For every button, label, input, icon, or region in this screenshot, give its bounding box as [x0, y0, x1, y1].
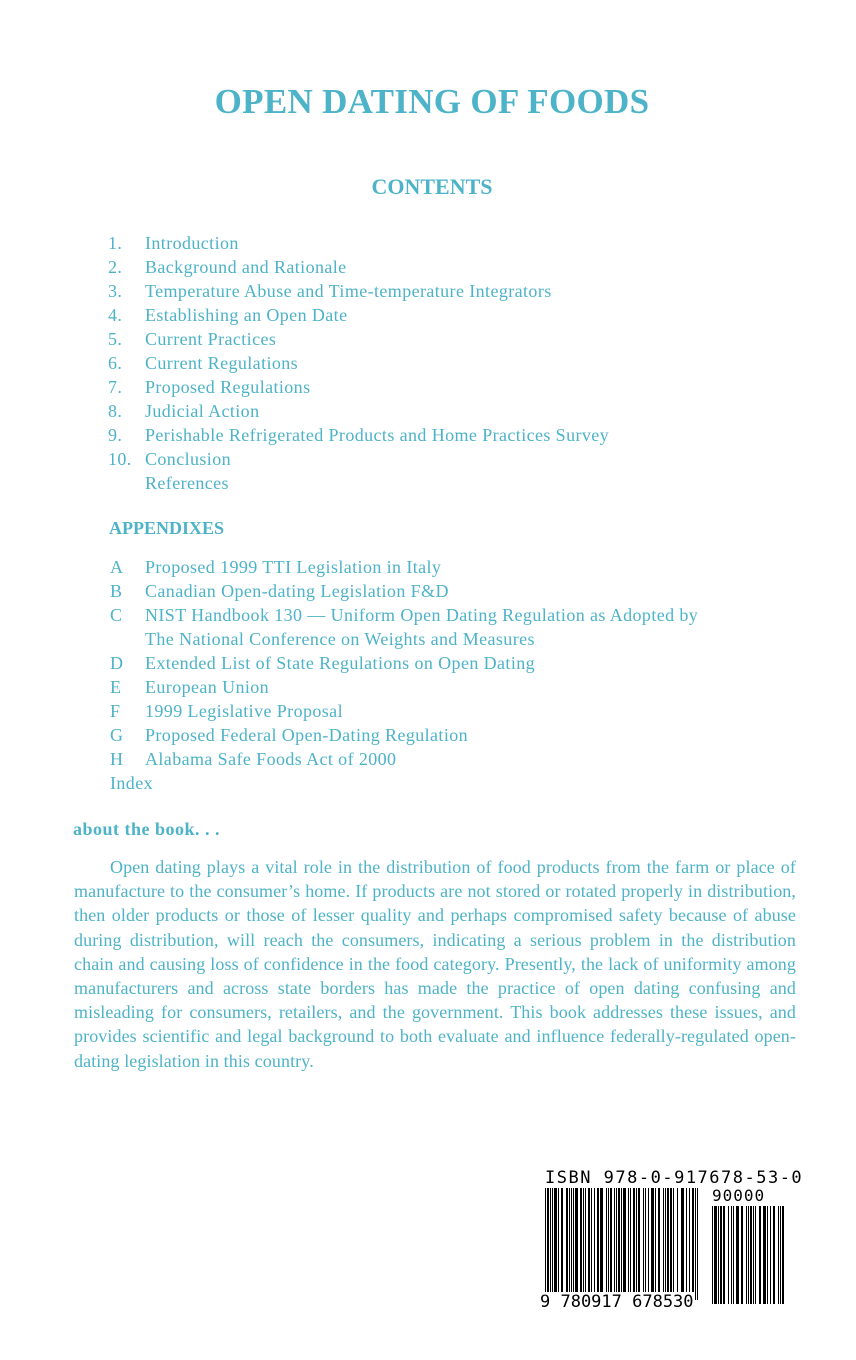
barcode-bar	[667, 1188, 669, 1292]
contents-item-title: References	[145, 473, 229, 493]
addon-barcode-bar	[750, 1206, 752, 1304]
addon-barcode-bar	[741, 1206, 743, 1304]
barcode-bar	[618, 1188, 620, 1292]
appendix-letter: A	[110, 557, 124, 577]
contents-item-number: 4.	[108, 305, 123, 325]
barcode-bar	[600, 1188, 603, 1292]
barcode-bar	[591, 1188, 592, 1292]
barcode-bar	[648, 1188, 649, 1292]
barcode-bar	[636, 1188, 637, 1292]
addon-barcode-bar	[712, 1206, 713, 1304]
addon-barcode-bar	[780, 1206, 781, 1304]
addon-barcode-bar	[714, 1206, 717, 1304]
appendix-letter: B	[110, 581, 123, 601]
contents-item-number: 9.	[108, 425, 123, 445]
barcode-bar	[566, 1188, 568, 1292]
barcode-bar	[670, 1188, 672, 1292]
contents-item-number: 7.	[108, 377, 123, 397]
addon-barcode-bar	[748, 1206, 749, 1304]
barcode-bar	[681, 1188, 684, 1292]
contents-item-title: Current Practices	[145, 329, 277, 349]
addon-barcode-bar	[773, 1206, 775, 1304]
appendix-title: Proposed Federal Open-Dating Regulation	[145, 725, 469, 745]
contents-item-title: Establishing an Open Date	[145, 305, 348, 325]
barcode-bar	[692, 1188, 694, 1300]
barcode-bar	[575, 1188, 578, 1292]
contents-item-number: 10.	[108, 449, 132, 469]
barcode-bar	[673, 1188, 674, 1292]
barcode-bar	[558, 1188, 559, 1292]
contents-item-title: Perishable Refrigerated Products and Home Practices Survey	[145, 425, 610, 445]
contents-item-title: Current Regulations	[145, 353, 299, 373]
addon-barcode-bar	[731, 1206, 732, 1304]
addon-barcode-bar	[782, 1206, 784, 1304]
contents-item-number: 2.	[108, 257, 123, 277]
appendix-title: Canadian Open-dating Legislation F&D	[145, 581, 449, 601]
barcode-bar	[663, 1188, 664, 1292]
barcode-bar	[585, 1188, 586, 1292]
isbn-barcode	[540, 1168, 804, 1314]
addon-barcode-bar	[733, 1206, 734, 1304]
barcode-bar	[554, 1188, 557, 1292]
barcode-bar	[580, 1188, 582, 1292]
appendix-title: NIST Handbook 130 — Uniform Open Dating Regulation as Adopted by	[145, 605, 699, 625]
barcode-bar	[628, 1188, 629, 1292]
isbn-text: ISBN 978-0-917678-53-0	[545, 1168, 804, 1188]
addon-barcode-bar	[736, 1206, 739, 1304]
appendix-letter: C	[110, 605, 123, 625]
barcode-bar	[561, 1188, 563, 1292]
contents-item-title: Introduction	[145, 233, 239, 253]
barcode-bar	[608, 1188, 609, 1292]
barcode-bar	[614, 1188, 615, 1292]
barcode-bar	[658, 1188, 660, 1292]
price-code: 90000	[712, 1186, 766, 1205]
barcode-bar	[606, 1188, 607, 1292]
barcode-bar	[677, 1188, 678, 1292]
barcode-number: 9 780917 678530	[540, 1292, 694, 1312]
appendix-title: 1999 Legislative Proposal	[145, 701, 343, 721]
contents-item-title: Conclusion	[145, 449, 232, 469]
addon-barcode-bar	[767, 1206, 768, 1304]
appendix-letter: G	[110, 725, 124, 745]
appendix-title: Proposed 1999 TTI Legislation in Italy	[145, 557, 442, 577]
addon-barcode-bar	[759, 1206, 761, 1304]
addon-barcode-bar	[778, 1206, 779, 1304]
contents-item-title: Proposed Regulations	[145, 377, 311, 397]
addon-barcode-bar	[718, 1206, 719, 1304]
barcode-bar	[588, 1188, 590, 1292]
appendix-title: European Union	[145, 677, 270, 697]
barcode-bar	[597, 1188, 599, 1292]
barcode-bar	[547, 1188, 549, 1300]
barcode-bar	[665, 1188, 666, 1292]
addon-barcode-bar	[720, 1206, 722, 1304]
book-title: OPEN DATING OF FOODS	[214, 82, 650, 121]
barcode-bar	[695, 1188, 696, 1300]
barcode-bar	[594, 1188, 595, 1292]
barcode-bar	[569, 1188, 570, 1292]
barcode-bar	[571, 1188, 572, 1292]
barcode-bar	[552, 1188, 553, 1292]
barcode-bar	[689, 1188, 690, 1292]
addon-barcode-bar	[746, 1206, 747, 1304]
about-paragraph: Open dating plays a vital role in the distribution of food products from the farm or place of manufacture to the consumer’s home. If products are not stored or rotated properly in distribution, then older products or those of lesser quality and perhaps compromised safety because of abuse during distribution, will reach the consumers, indicating a serious problem in the distribution chain and causing loss of confidence in the food category. Presently, the lack of uniformity among manufacturers and across state borders has made the practice of open dating confusing and misleading for consumers, retailers, and the government. This book addresses these issues, and provides scientific and legal background to both evaluate and influence federally-regulated open-dating legislation in this country.	[74, 857, 796, 1071]
barcode-bar	[645, 1188, 646, 1292]
contents-item-number: 8.	[108, 401, 123, 421]
barcode-bar	[697, 1188, 698, 1300]
contents-item-title: Temperature Abuse and Time-temperature Integrators	[145, 281, 552, 301]
contents-heading: CONTENTS	[371, 174, 493, 199]
appendix-title: Alabama Safe Foods Act of 2000	[145, 749, 397, 769]
addon-barcode-bar	[753, 1206, 754, 1304]
addon-barcode-bar	[763, 1206, 766, 1304]
addon-barcode-bar	[755, 1206, 756, 1304]
barcode-bar	[545, 1188, 546, 1300]
barcode-bar	[573, 1188, 574, 1292]
about-heading: about the book. . .	[73, 819, 221, 839]
barcode-bar	[643, 1188, 644, 1292]
addon-barcode-bar	[723, 1206, 725, 1304]
appendix-title: Extended List of State Regulations on Open Dating	[145, 653, 536, 673]
barcode-bar	[550, 1188, 551, 1292]
contents-item-number: 5.	[108, 329, 123, 349]
addon-barcode-bar	[770, 1206, 771, 1304]
appendix-letter: E	[110, 677, 122, 697]
barcode-bar	[655, 1188, 656, 1292]
appendix-letter: D	[110, 653, 124, 673]
addon-barcode-bar	[728, 1206, 729, 1304]
contents-item-title: Background and Rationale	[145, 257, 347, 277]
barcode-bar	[623, 1188, 626, 1292]
barcode-bar	[630, 1188, 631, 1292]
appendix-letter: H	[110, 749, 124, 769]
appendix-letter: F	[110, 701, 121, 721]
barcode-bar	[651, 1188, 654, 1292]
index-label: Index	[110, 773, 153, 793]
barcode-bar	[583, 1188, 584, 1292]
barcode-bar	[621, 1188, 622, 1292]
barcode-bar	[633, 1188, 635, 1292]
contents-item-number: 3.	[108, 281, 123, 301]
contents-item-number: 1.	[108, 233, 123, 253]
barcode-bar	[616, 1188, 617, 1292]
appendixes-heading: APPENDIXES	[109, 518, 225, 538]
appendix-title: The National Conference on Weights and Measures	[145, 629, 535, 649]
contents-item-number: 6.	[108, 353, 123, 373]
barcode-bar	[638, 1188, 640, 1292]
barcode-bar	[610, 1188, 612, 1292]
barcode-bar	[686, 1188, 687, 1292]
contents-item-title: Judicial Action	[145, 401, 260, 421]
